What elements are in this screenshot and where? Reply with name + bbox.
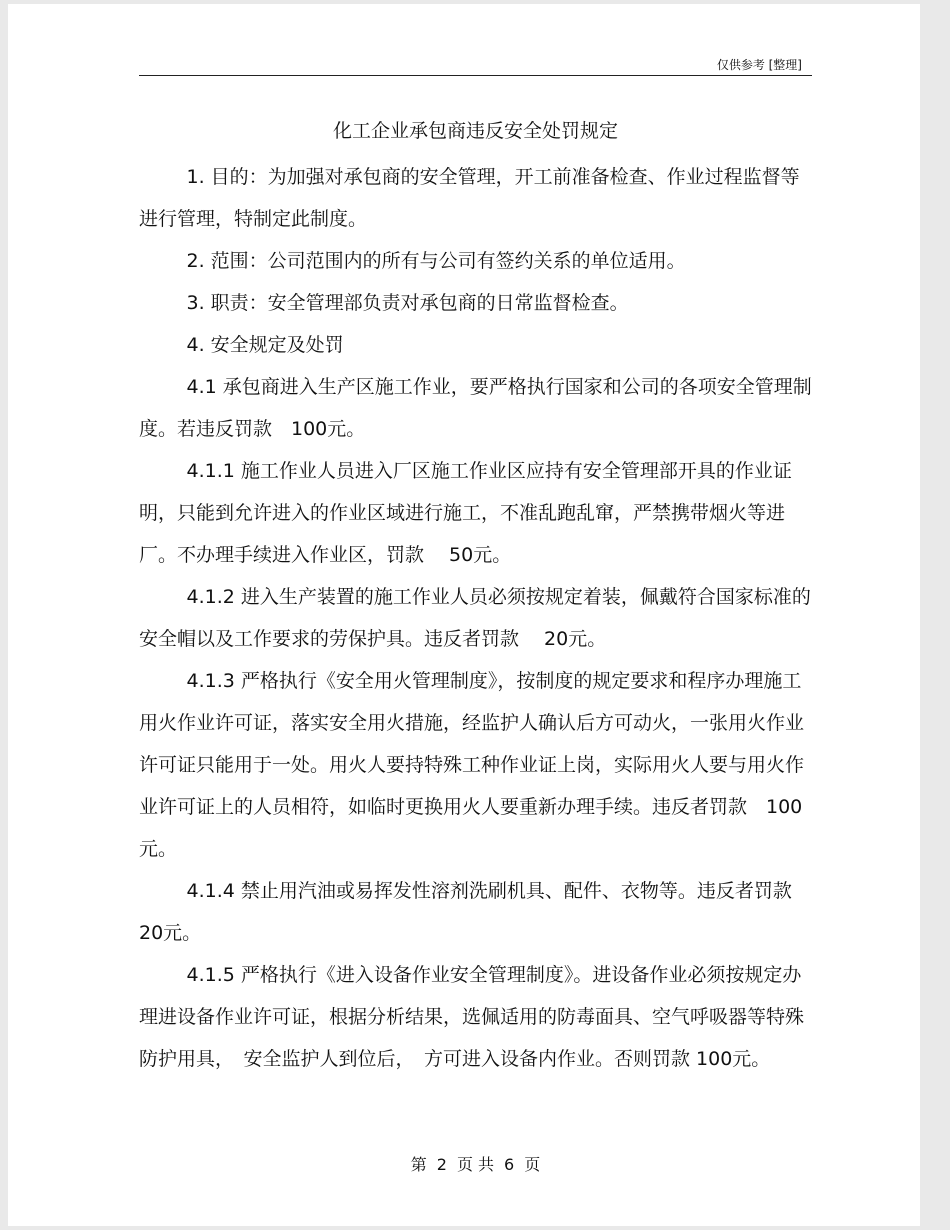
header-divider (139, 75, 812, 76)
footer-current-page: 2 (436, 1155, 447, 1174)
document-page (8, 4, 920, 1226)
footer-page-suffix: 页 (524, 1155, 541, 1174)
footer-page-mid: 页 共 (456, 1155, 495, 1174)
paragraph-scope: 2. 范围：公司范围内的所有与公司有签约关系的单位适用。 (186, 250, 686, 272)
paragraph-duties: 3. 职责：安全管理部负责对承包商的日常监督检查。 (186, 292, 629, 314)
footer-total-pages: 6 (504, 1155, 515, 1174)
paragraph-purpose: 1. 目的：为加强对承包商的安全管理，开工前准备检查、作业过程监督等进行管理，特制定此制度。 (139, 166, 800, 230)
paragraph-4-1-2: 4.1.2 进入生产装置的施工作业人员必须按规定着装，佩戴符合国家标准的安全帽以及工作要求的劳保护具。违反者罚款 20元。 (139, 586, 811, 650)
paragraph-4-1-5: 4.1.5 严格执行《进入设备作业安全管理制度》。进设备作业必须按规定办理进设备作业许可证，根据分析结果，选佩适用的防毒面具、空气呼吸器等特殊防护用具， 安全监护人到位后， 方可进入设备内作业。否则罚款 100元。 (139, 964, 805, 1070)
paragraph-4-1-3: 4.1.3 严格执行《安全用火管理制度》，按制度的规定要求和程序办理施工用火作业许可证，落实安全用火措施，经监护人确认后方可动火，一张用火作业许可证只能用于一处。用火人要持特殊工种作业证上岗，实际用火人要与用火作业许可证上的人员相符，如临时更换用火人要重新办理手续。违反者罚款 100元。 (139, 670, 805, 860)
document-title: 化工企业承包商违反安全处罚规定 (332, 120, 618, 142)
paragraph-4-1-4: 4.1.4 禁止用汽油或易挥发性溶剂洗刷机具、配件、衣物等。违反者罚款 20元。 (139, 880, 792, 944)
header-note: 仅供参考 [整理] (716, 58, 802, 72)
page-footer (139, 1152, 812, 1175)
paragraph-rules-heading: 4. 安全规定及处罚 (186, 334, 344, 356)
paragraph-4-1-1: 4.1.1 施工作业人员进入厂区施工作业区应持有安全管理部开具的作业证明，只能到允许进入的作业区域进行施工，不准乱跑乱窜，严禁携带烟火等进厂。不办理手续进入作业区，罚款 50元。 (139, 460, 792, 566)
document-body (139, 156, 812, 1080)
footer-page-prefix: 第 (410, 1155, 427, 1174)
paragraph-4-1: 4.1 承包商进入生产区施工作业，要严格执行国家和公司的各项安全管理制度。若违反罚款 100元。 (139, 376, 812, 440)
